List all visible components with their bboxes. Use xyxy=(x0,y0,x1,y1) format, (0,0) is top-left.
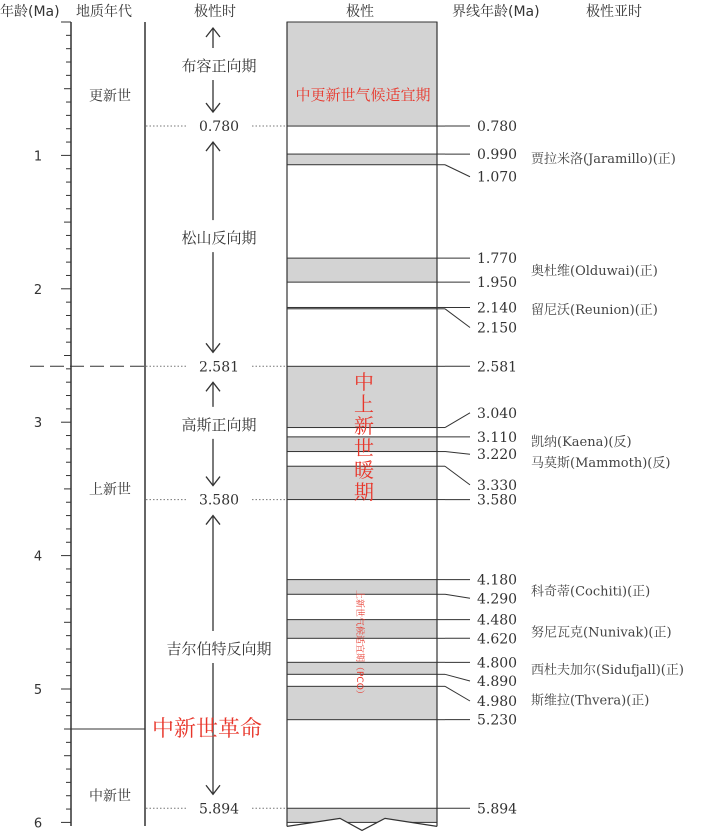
boundary-age-label: 4.290 xyxy=(477,591,518,608)
boundary-leader xyxy=(445,686,470,701)
annotation-char: 期 xyxy=(354,480,374,504)
subchron-label: 西杜夫加尔(Sidufjall)(正) xyxy=(531,662,684,678)
boundary-age-label: 5.230 xyxy=(477,712,518,729)
epoch-column xyxy=(30,22,145,826)
axis-tick-label: 2 xyxy=(33,282,43,298)
boundary-age-label: 4.890 xyxy=(477,673,518,690)
miocene-revolution-annotation: 中新世革命 xyxy=(152,717,263,742)
subchron-label: 科奇蒂(Cochiti)(正) xyxy=(531,584,651,600)
subchron-column xyxy=(531,151,684,709)
boundary-age-label: 3.330 xyxy=(477,477,518,494)
boundary-age-label: 2.150 xyxy=(477,320,518,337)
subchron-label: 努尼瓦克(Nunivak)(正) xyxy=(531,625,672,641)
subchron-label: 留尼沃(Reunion)(正) xyxy=(531,302,658,318)
header-polarity: 极性 xyxy=(346,4,374,20)
boundary-leader xyxy=(445,309,470,328)
subchron-label: 奥杜维(Olduwai)(正) xyxy=(531,264,658,280)
subchron-label: 凯纳(Kaena)(反) xyxy=(531,434,632,450)
boundary-leader xyxy=(445,165,470,177)
subchron-label: 贾拉米洛(Jaramillo)(正) xyxy=(531,152,676,168)
boundary-age-label: 4.480 xyxy=(477,612,518,629)
axis-tick-label: 5 xyxy=(33,683,43,698)
annotation-char: 上 xyxy=(354,392,374,416)
normal-polarity-interval xyxy=(287,808,437,822)
header-age: 年龄(Ma) xyxy=(0,4,60,20)
boundary-leader xyxy=(445,413,470,428)
age-axis xyxy=(34,22,71,831)
boundary-age-label: 4.180 xyxy=(477,572,518,589)
boundary-age-label: 3.220 xyxy=(477,447,518,464)
annotation-char: 暖 xyxy=(354,458,374,482)
normal-polarity-interval xyxy=(287,22,437,126)
header-epoch: 地质年代 xyxy=(76,4,132,20)
chron-boundary-label: 5.894 xyxy=(198,801,240,818)
boundary-age-label: 1.950 xyxy=(477,275,518,292)
boundary-leader xyxy=(445,452,470,455)
chron-boundary-label: 2.581 xyxy=(198,359,240,376)
boundary-age-label: 4.980 xyxy=(477,694,518,711)
annotation-char: 世 xyxy=(354,436,374,460)
boundary-age-label: 3.040 xyxy=(477,405,518,422)
mid-pliocene-warm-annotation xyxy=(354,370,374,504)
boundary-age-label: 0.990 xyxy=(477,147,518,164)
annotation-char: 中 xyxy=(354,370,374,394)
subchron-label: 斯维拉(Thvera)(正) xyxy=(531,693,650,709)
boundary-age-label: 3.110 xyxy=(477,429,518,446)
axis-tick-label: 4 xyxy=(33,549,43,565)
chron-label: 松山反向期 xyxy=(181,229,257,248)
normal-polarity-interval xyxy=(287,307,437,308)
boundary-ages-column xyxy=(437,119,517,817)
boundary-age-label: 4.800 xyxy=(477,655,518,672)
boundary-leader xyxy=(445,466,470,485)
header-boundary: 界线年龄(Ma) xyxy=(452,4,540,20)
epoch-label: 更新世 xyxy=(89,88,131,105)
normal-polarity-interval xyxy=(287,258,437,282)
chron-boundary-label: 0.780 xyxy=(198,119,240,136)
chron-label: 吉尔伯特反向期 xyxy=(166,639,272,658)
boundary-leader xyxy=(445,594,470,598)
chron-boundary-label: 3.580 xyxy=(198,492,240,509)
axis-tick-label: 6 xyxy=(33,816,43,832)
boundary-age-label: 1.770 xyxy=(477,251,518,268)
chron-label: 高斯正向期 xyxy=(181,415,257,434)
header-subchron: 极性亚时 xyxy=(586,4,642,20)
subchron-label: 马莫斯(Mammoth)(反) xyxy=(531,456,671,472)
boundary-age-label: 5.894 xyxy=(477,801,518,818)
boundary-age-label: 2.581 xyxy=(477,359,518,376)
boundary-age-label: 4.620 xyxy=(477,631,518,648)
boundary-age-label: 0.780 xyxy=(477,119,518,136)
boundary-age-label: 3.580 xyxy=(477,492,518,509)
epoch-label: 中新世 xyxy=(89,788,131,805)
chron-column xyxy=(146,28,287,817)
pco-annotation: 上新世气候适宜期（PCO） xyxy=(354,590,364,699)
header-chron: 极性时 xyxy=(194,4,236,20)
chron-label: 布容正向期 xyxy=(181,57,257,76)
epoch-label: 上新世 xyxy=(89,481,131,498)
normal-polarity-interval xyxy=(287,154,437,165)
mpt-annotation: 中更新世气候适宜期 xyxy=(295,86,431,104)
boundary-age-label: 2.140 xyxy=(477,300,518,317)
axis-tick-label: 3 xyxy=(33,416,43,432)
boundary-leader xyxy=(445,674,470,681)
boundary-age-label: 1.070 xyxy=(477,169,518,186)
axis-tick-label: 1 xyxy=(33,149,43,165)
annotation-char: 新 xyxy=(354,414,374,438)
